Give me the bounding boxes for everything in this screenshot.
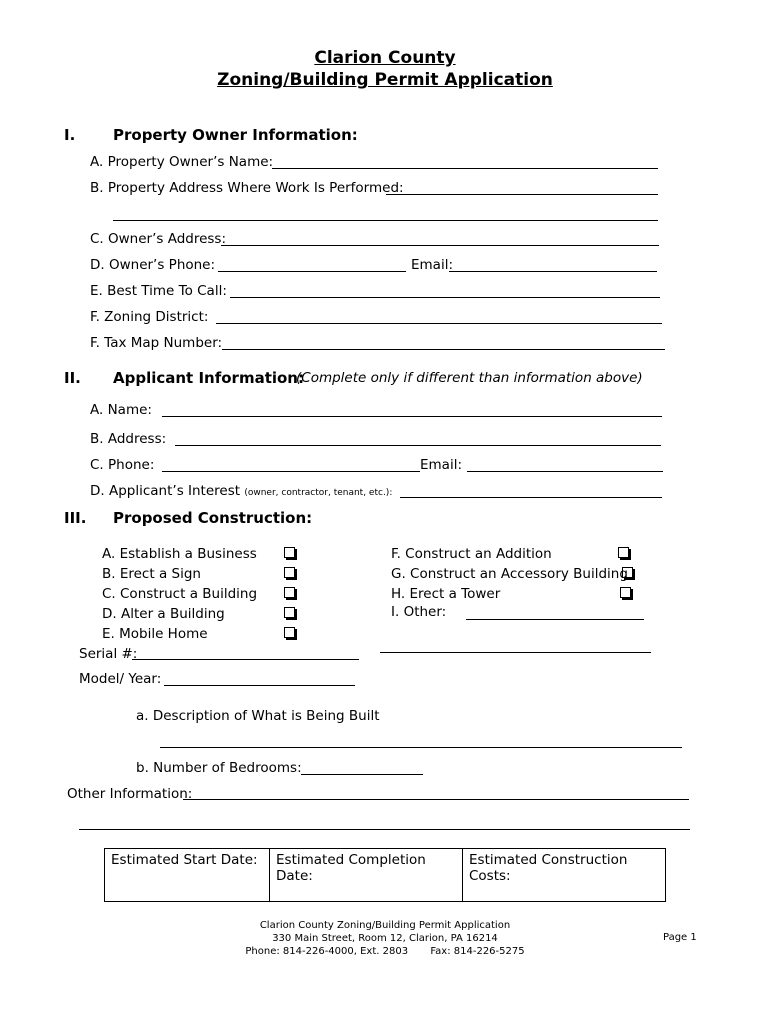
owner-address-field[interactable] [221, 245, 659, 246]
checkbox-erect-sign[interactable] [284, 567, 295, 578]
owner-phone-label: D. Owner’s Phone: [90, 257, 216, 273]
model-year-label: Model/ Year: [79, 671, 162, 687]
applicant-interest-text: D. Applicant’s Interest [90, 483, 241, 499]
tax-map-field[interactable] [222, 349, 665, 350]
other-information-field[interactable] [183, 799, 689, 800]
other-information-field-line-2[interactable] [79, 829, 690, 830]
option-alter-building: D. Alter a Building [102, 606, 225, 622]
option-establish-business: A. Establish a Business [102, 546, 257, 562]
title-line-2: Zoning/Building Permit Application [217, 70, 553, 90]
footer-line-1: Clarion County Zoning/Building Permit Application [259, 920, 511, 931]
section-2-note: (Complete only if different than information above) [296, 370, 643, 386]
applicant-phone-field[interactable] [162, 471, 420, 472]
property-address-field[interactable] [386, 194, 658, 195]
footer-line-2: 330 Main Street, Room 12, Clarion, PA 16214 [272, 933, 498, 944]
applicant-name-field[interactable] [162, 416, 662, 417]
checkbox-accessory-building[interactable] [622, 567, 633, 578]
estimated-construction-costs-cell[interactable] [463, 849, 666, 902]
other-information-label: Other Information: [67, 786, 193, 802]
model-year-field[interactable] [164, 685, 355, 686]
estimated-construction-costs-label: Estimated Construction Costs: [469, 852, 628, 884]
applicant-interest-field[interactable] [400, 497, 662, 498]
bedrooms-field[interactable] [301, 774, 423, 775]
checkbox-construct-building[interactable] [284, 587, 295, 598]
description-field[interactable] [160, 747, 682, 748]
checkbox-construct-addition[interactable] [618, 547, 629, 558]
checkbox-mobile-home[interactable] [284, 627, 295, 638]
section-2-number: II. [64, 369, 81, 387]
section-3-number: III. [64, 509, 87, 527]
option-construct-building: C. Construct a Building [102, 586, 258, 602]
section-1-title: Property Owner Information: [113, 126, 358, 144]
footer-line-3: Phone: 814-226-4000, Ext. 2803 Fax: 814-226-5275 [245, 946, 525, 957]
estimated-completion-date-label: Estimated Completion Date: [276, 852, 426, 884]
other-field[interactable] [466, 619, 644, 620]
owner-name-label: A. Property Owner’s Name: [90, 154, 274, 170]
serial-field[interactable] [132, 659, 359, 660]
description-label: a. Description of What is Being Built [136, 708, 380, 724]
zoning-district-label: F. Zoning District: [90, 309, 209, 325]
checkbox-establish-business[interactable] [284, 547, 295, 558]
tax-map-label: F. Tax Map Number: [90, 335, 223, 351]
owner-email-label: Email: [411, 257, 454, 273]
property-address-field-line-2[interactable] [113, 220, 658, 221]
best-time-label: E. Best Time To Call: [90, 283, 227, 299]
checkbox-erect-tower[interactable] [620, 587, 631, 598]
applicant-interest-label [90, 483, 392, 499]
applicant-name-label: A. Name: [90, 402, 152, 418]
estimated-start-date-cell[interactable] [105, 849, 270, 902]
estimates-table [104, 848, 666, 902]
serial-label: Serial #: [79, 646, 138, 662]
applicant-address-label: B. Address: [90, 431, 167, 447]
owner-address-label: C. Owner’s Address: [90, 231, 227, 247]
applicant-email-label: Email: [420, 457, 463, 473]
bedrooms-label: b. Number of Bedrooms: [136, 760, 302, 776]
option-erect-tower: H. Erect a Tower [391, 586, 501, 602]
estimated-completion-date-cell[interactable] [270, 849, 463, 902]
applicant-email-field[interactable] [467, 471, 663, 472]
section-2-title: Applicant Information: [113, 369, 304, 387]
other-field-line-2[interactable] [380, 652, 651, 653]
option-construct-addition: F. Construct an Addition [391, 546, 552, 562]
applicant-address-field[interactable] [175, 445, 661, 446]
option-other: I. Other: [391, 604, 447, 620]
checkbox-alter-building[interactable] [284, 607, 295, 618]
owner-phone-field[interactable] [218, 271, 406, 272]
option-mobile-home: E. Mobile Home [102, 626, 208, 642]
option-accessory-building: G. Construct an Accessory Building [391, 566, 628, 582]
section-3-title: Proposed Construction: [113, 509, 313, 527]
title-line-1: Clarion County [314, 48, 456, 68]
estimated-start-date-label: Estimated Start Date: [111, 852, 258, 868]
applicant-interest-note: (owner, contractor, tenant, etc.): [244, 488, 393, 498]
page-number: Page 1 [663, 932, 697, 943]
best-time-field[interactable] [230, 297, 660, 298]
property-address-label: B. Property Address Where Work Is Performed: [90, 180, 404, 196]
option-erect-sign: B. Erect a Sign [102, 566, 201, 582]
section-1-number: I. [64, 126, 76, 144]
owner-name-field[interactable] [272, 168, 658, 169]
zoning-district-field[interactable] [216, 323, 662, 324]
owner-email-field[interactable] [449, 271, 657, 272]
applicant-phone-label: C. Phone: [90, 457, 155, 473]
